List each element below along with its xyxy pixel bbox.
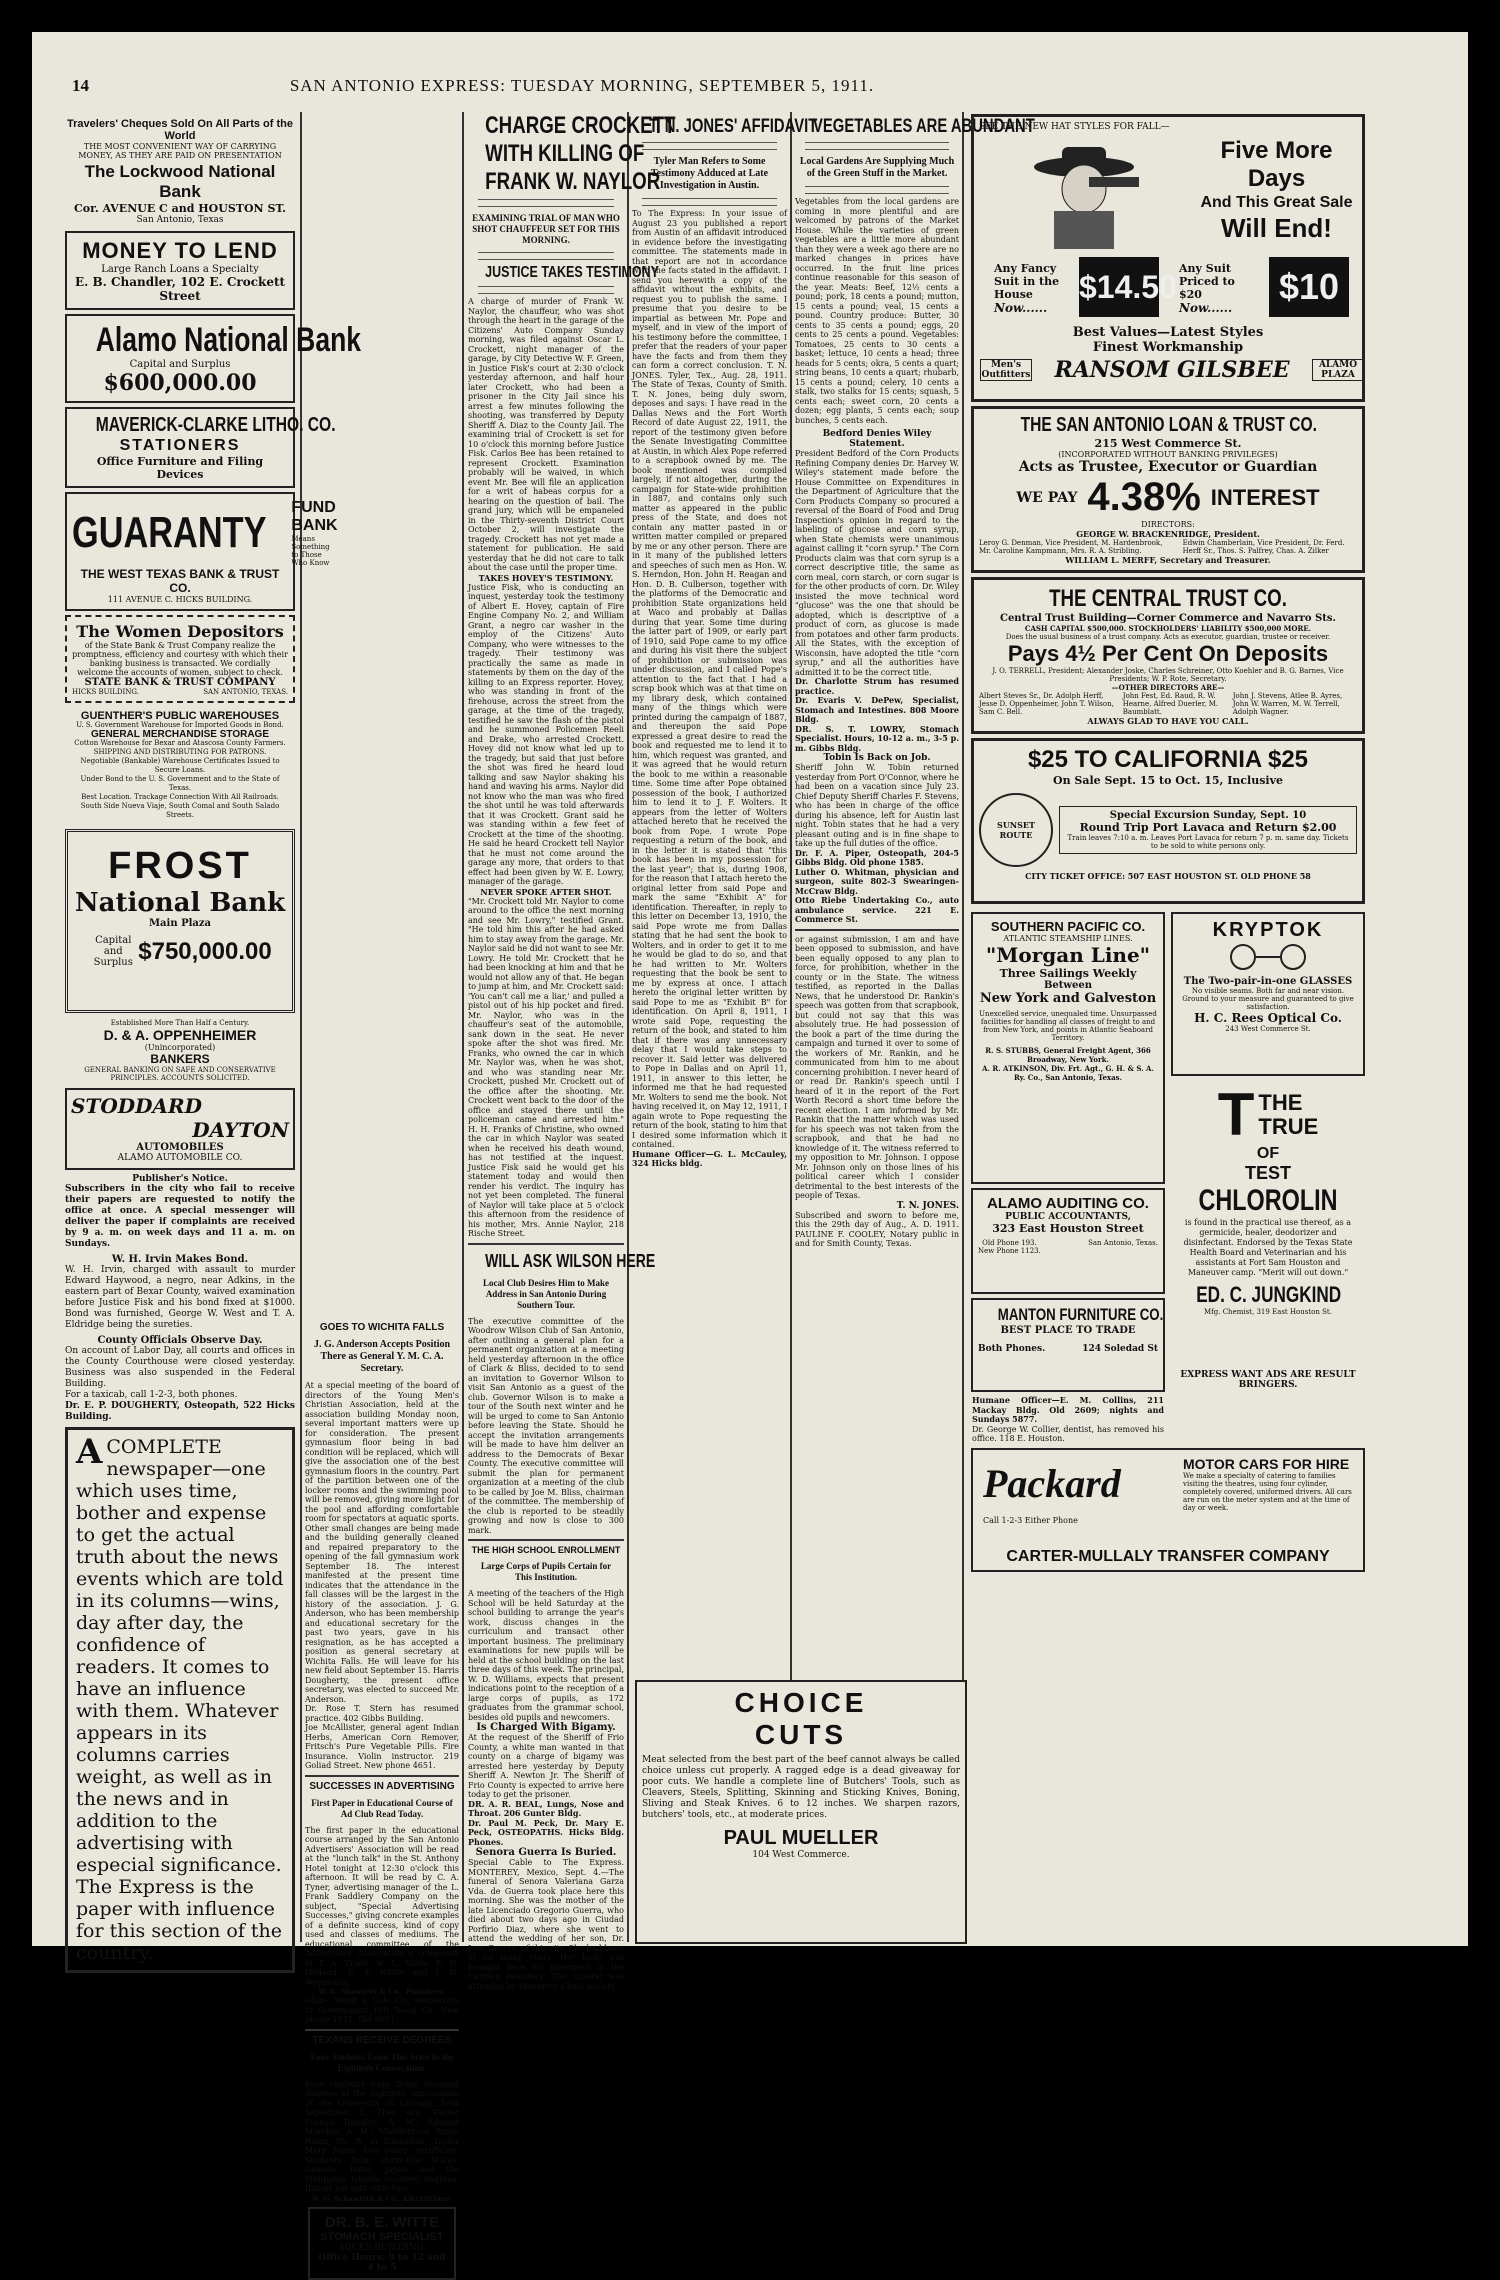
lockwood-name: The Lockwood National Bank bbox=[84, 162, 276, 201]
advert-title: SUCCESSES IN ADVERTISING bbox=[309, 1780, 455, 1792]
loan-interest: INTEREST bbox=[1210, 484, 1320, 510]
alamo-auditing-ad bbox=[971, 1188, 1165, 1294]
texans-sig: W. G. Schawieth & Co., Electricians. bbox=[311, 2193, 453, 2203]
manton-both: Both Phones. bbox=[978, 1344, 1046, 1354]
lockwood-city: San Antonio, Texas bbox=[136, 215, 224, 225]
cuts-c2: CUTS bbox=[754, 1719, 848, 1750]
column-rule bbox=[962, 112, 964, 1942]
hat-ransom: RANSOM GILSBEE bbox=[1054, 357, 1290, 383]
maverick-line: Office Furniture and Filing Devices bbox=[96, 455, 264, 481]
stoddard-l1: STODDARD bbox=[71, 1094, 202, 1118]
guenther-l6: Under Bond to the U. S. Government and to the State of Texas. bbox=[80, 775, 280, 792]
auditing-ph2: New Phone 1123. bbox=[978, 1247, 1041, 1255]
hat-left2: Now...... bbox=[994, 301, 1048, 315]
chlorolin-name: CHLOROLIN bbox=[1198, 1184, 1338, 1217]
advert-body: The first paper in the educational course arranged by the San Antonio Advertisers' Association will be read at the "lunch talk" in the St. Anthony Hotel tonight at 12:30 o'clock this afternoon. It will be read by C. A. Tyner, advertising manager of the L. Frank Saddlery Company on the subject, "Special Advertising Successes," giving concrete examples of a definite success, kind of copy used and classes of mediums. The educational committee of the Advertisers' Association is composed of T. A. Trade, W. L. Stiles, E. H. Holland, E. Y. White and J. H. Weymouth. bbox=[305, 1825, 459, 1987]
sp-sub: ATLANTIC STEAMSHIP LINES. bbox=[1003, 934, 1133, 943]
alamo-bank-ad bbox=[65, 314, 362, 403]
chlorolin-who: ED. C. JUNGKIND bbox=[1196, 1282, 1342, 1307]
complete-newspaper-ad bbox=[65, 1427, 295, 1973]
women-addr: HICKS BUILDING. bbox=[72, 688, 140, 696]
crockett-sub1: TAKES HOVEY'S TESTIMONY. bbox=[478, 572, 614, 583]
sp-sail: Three Sailings Weekly bbox=[999, 967, 1137, 980]
chlorolin-ad: T THE TRUE OF TEST CHLOROLIN is found in the practical use thereof, as a germicide, healer, deodorizer and disinfectant. Endorsed by the Texas State Health Board and Veterinarian and his assistants at Fort Sam Houston and Maneuver camp. "Merit will out down." ED. C. JUNGKIND Mfg. Chemist, 319 East Houston St. bbox=[1171, 1080, 1365, 1360]
highschool-deck: Large Corps of Pupils Certain for This Institution. bbox=[480, 1561, 612, 1582]
bedford-title: Bedford Denies Wiley Statement. bbox=[822, 429, 932, 449]
central-d3: John J. Stevens, Atlee B. Ayres, John W. Warren, M. W. Terrell, Adolph Wagner. bbox=[1232, 692, 1343, 716]
guaranty-big: GUARANTY bbox=[72, 508, 267, 557]
manton-sub: BEST PLACE TO TRADE bbox=[1000, 1325, 1136, 1336]
central-title: THE CENTRAL TRUST CO. bbox=[1049, 585, 1287, 612]
hat-price2: $10 bbox=[1269, 257, 1349, 317]
sp-agent2: A. R. ATKINSON, Div. Frt. Agt., G. H. & S. A. Ry. Co., San Antonio, Texas. bbox=[982, 1064, 1154, 1082]
maverick-clarke-ad bbox=[65, 407, 336, 488]
auditing-sub: PUBLIC ACCOUNTANTS, bbox=[1005, 1212, 1131, 1222]
women-city: SAN ANTONIO, TEXAS. bbox=[203, 688, 288, 696]
jones-sworn: Subscribed and sworn to before me, this the 29th day of Aug., A. D. 1911. PAULINE F. COOLEY, Notary public in and for Smith County, Texas. bbox=[795, 1210, 959, 1248]
loan-acts: Acts as Trustee, Executor or Guardian bbox=[1018, 459, 1318, 475]
central-other: —OTHER DIRECTORS ARE— bbox=[1111, 683, 1225, 692]
crockett-body1: A charge of murder of Frank W. Naylor, the chauffeur, who was shot through the heart in the garage of the Citizens' Auto Company Sunday morning, was filed against Oscar L. Crockett, night manager of the garage, by City Detective W. F. Green, in Justice Fisk's court at 2:30 o'clock yesterday afternoon, and half hour later Crockett, who had been a prisoner in the City Jail since his arrest a few minutes following the shooting, was transferred by Deputy Sheriff A. Diaz to the County Jail. The examining trial of Crockett is set for 10 o'clock this morning before Justice Fisk. Carlos Bee has been retained to represent Crockett. Examination probably will be waived, in which event Mr. Bee will file an application for a writ of habeas corpus for a hearing on the question of bail. The grand jury, which will be empaneled in the Thirty-seventh District Court October 2, will investigate the tragedy. Crockett has not yet made a statement for publication. He said yesterday that he did not care to talk about the case until the proper time. bbox=[468, 297, 624, 572]
page-header bbox=[72, 74, 1092, 100]
wichita-title: GOES TO WICHITA FALLS bbox=[319, 1322, 445, 1333]
witte-bldg: HICKS BUILDING bbox=[340, 2242, 424, 2253]
loan-dirs: DIRECTORS: bbox=[1141, 520, 1195, 529]
hat-h1: Five More Days bbox=[1220, 137, 1333, 192]
guerra-title: Senora Guerra Is Buried. bbox=[475, 1847, 617, 1858]
guenther-l8: South Side Nueva Viaje, South Comal and South Salado Streets. bbox=[80, 802, 280, 819]
guenther-l1: U. S. Government Warehouse for Imported Goods in Bond. bbox=[76, 721, 284, 729]
cuts-body: Meat selected from the best part of the beef cannot always be called choice unless cut properly. A ragged edge is a dead giveaway for poor cuts. We handle a complete line of Butchers' Tools, such as Cleavers, Steels, Splitting, Skinning and Sticking Knives, Boning, Sliving and Steak Knives. 6 to 12 inches. We sharpen razors, butchers' tools, etc., at moderate prices. bbox=[642, 1755, 960, 1820]
central-d1: Albert Steves Sr., Dr. Adolph Herff, Jesse D. Oppenheimer, John T. Wilson, Sam C. Bell. bbox=[979, 692, 1114, 716]
hat-finest: Finest Workmanship bbox=[1092, 340, 1244, 355]
alamo-amount: $600,000.00 bbox=[103, 370, 257, 396]
packard-motor: MOTOR CARS FOR HIRE bbox=[1183, 1455, 1350, 1472]
central-glad: ALWAYS GLAD TO HAVE YOU CALL. bbox=[1087, 716, 1249, 726]
sunset-route-logo bbox=[979, 793, 1053, 867]
women-depositors-ad bbox=[65, 615, 295, 703]
man-with-hat-illustration bbox=[984, 139, 1184, 249]
sp-between: Between bbox=[1043, 980, 1093, 991]
humane-officer-2: Humane Officer—E. M. Collins, 211 Mackay Bldg. Old 2609; nights and Sundays 5877. bbox=[972, 1395, 1164, 1424]
opp-uninc: (Unincorporated) bbox=[144, 1043, 216, 1052]
wilson-title: WILL ASK WILSON HERE bbox=[485, 1250, 656, 1271]
money-name: E. B. Chandler, 102 E. Crockett Street bbox=[74, 275, 286, 303]
stoddard-l3: AUTOMOBILES bbox=[136, 1142, 224, 1153]
sp-body: Unexcelled service, unequaled time. Unsurpassed facilities for handling all classes of freight to and from New York, and points in Atlantic Seaboard Territory. bbox=[979, 1010, 1157, 1042]
sp-agent1: R. S. STUBBS, General Freight Agent, 366 Broadway, New York. bbox=[985, 1046, 1151, 1064]
money-sub: Large Ranch Loans a Specialty bbox=[101, 264, 259, 275]
kryptok-name: KRYPTOK bbox=[1212, 919, 1324, 941]
column-rule bbox=[462, 112, 464, 1942]
packard-call: Call 1-2-3 Either Phone bbox=[983, 1515, 1078, 1525]
california-excursion-ad bbox=[971, 738, 1365, 904]
guaranty-means: Means Something to Those Who Know bbox=[291, 535, 330, 567]
peck-card: Dr. Paul M. Peck, Dr. Mary E. Peck, OSTEOPATHS. Hicks Bldg. Phones. bbox=[468, 1817, 624, 1847]
hat-right2: Now...... bbox=[1179, 301, 1233, 315]
san-antonio-loan-trust-ad bbox=[971, 406, 1365, 573]
lockwood-address: Cor. AVENUE C and HOUSTON ST. bbox=[74, 202, 286, 215]
card-lowry: DR. S. T. LOWRY, Stomach Specialist. Hours, 10-12 a. m., 3-5 p. m. Gibbs Bldg. bbox=[795, 723, 959, 753]
humane-officer-1: Humane Officer—G. L. McCauley, 324 Hicks bldg. bbox=[632, 1148, 787, 1168]
column-1 bbox=[62, 112, 362, 1964]
calif-dates: On Sale Sept. 15 to Oct. 15, Inclusive bbox=[1052, 774, 1283, 787]
witte-spec: STOMACH SPECIALIST bbox=[320, 2230, 444, 2243]
manton-furniture-ad bbox=[971, 1298, 1165, 1392]
guenther-l3: Cotton Warehouse for Bexar and Atascosa County Farmers. bbox=[74, 739, 286, 747]
hat-h3: Will End! bbox=[1221, 213, 1332, 243]
crockett-h2: WITH KILLING OF bbox=[485, 140, 645, 167]
lockwood-line2: THE MOST CONVENIENT WAY OF CARRYING MONEY, AS THEY ARE PAID ON PRESENTATION bbox=[78, 142, 282, 160]
card-riebe: Otto Riebe Undertaking Co., auto ambulance service. 221 E. Commerce St. bbox=[795, 895, 959, 924]
witte-hours: Office Hours: 9 to 12 and 4 to 5 bbox=[318, 2252, 446, 2273]
stoddard-l2: DAYTON bbox=[192, 1118, 289, 1142]
loan-l1: Leroy G. Denman, Vice President, M. Hardenbrook, Mr. Caroline Kampmann, Mrs. R. A. Stribling. bbox=[979, 539, 1163, 555]
jones-body: To The Express: In your issue of August 23 you published a report from Austin of an affidavit introduced in evidence before the investigating committee. The statements made in that report are not in accordance with the facts stated in the affidavit. I send you herewith a copy of the affidavit without the exhibits, and request you to publish the same. I presume that you desire to be impartial as between Mr. Pope and myself, and in view of the import of his testimony before the committee, I prefer that the readers of your paper have the facts and from them they can form a correct conclusion. T. N. JONES. Tyler, Tex., Aug. 28, 1911. The State of Texas, County of Smith. T. N. Jones, being duly sworn, deposes and says: I have read in the Dallas News and the Fort Worth Record of date August 22, 1911, the report of the testimony given before the Senate Investigating Committee at Austin, in which Alex Pope referred to a scrapbook owned by me. The book mentioned was compiled largely, if not altogether, during the campaign for State-wide prohibition in 1887, and contains only such matter as appeared in the public press of the State, and does not contain any matter pasted in or written matter compiled or prepared by me or any other person. There are in it many of the published letters and speeches of such men as Hon. W. S. Herndon, Hon. John H. Reagan and Hon. D. B. Culberson, together with the platforms of the Democratic and prohibition State organizations held at Waco and probably at Dallas during that year. Some time during the latter part of 1909, or early part of 1910, said Pope came to my office and during his visit there the subject of prohibition or submission was under discussion, and I called Pope's attention to the fact that I had a scrap book which was at that time on my library desk, which contained many of the things which were printed during the campaign of 1887, and thereupon the said Pope expressed a great desire to read the book and requested me to lend it to him, which request was granted, and it was agreed that he would return the book to me within a reasonable time. Some time after Pope obtained possession of the book, I authorized him to lend it to J. F. Wolters. It appears from the letter of Wolters attached hereto that he received the book from Pope. I wrote Pope requesting a return of the book, and in the letter it is stated that "this book has been in my possession for the last year"; that is, during 1908, for the reason that I attach hereto the original letter from said Pope and mark the same "Exhibit A" for identification. Thereafter, in reply to this letter on December 13, 1910, the said Pope wrote me from Dallas stating that he had sent the book to Wolters, and in order to get it to me he would be glad to do so, and that he had written to Mr. Wolters requesting that the book be sent to me by express at once. I attach hereto the original letter written by said Pope to me as "Exhibit B" for identification. On April 8, 1911, I wrote said Pope, requesting the return of the book, and stated to him that if there was any unnecessary delay that I would take steps to recover it. Said letter was delivered to Pope in Dallas and on April 11, 1911, in answer to this letter, he informed me that he had requested Mr. Wolters to send me the book. Not having received it, on May 12, 1911, I again wrote to Pope requesting the return of the book, stating to him that I desired some information which it contained. bbox=[632, 209, 787, 1149]
kryptok-rees: H. C. Rees Optical Co. bbox=[1194, 1011, 1342, 1025]
opp-l1: GENERAL BANKING ON SAFE AND CONSERVATIVE PRINCIPLES. ACCOUNTS SOLICITED. bbox=[84, 1066, 276, 1082]
chlorolin-t4: TEST bbox=[1244, 1163, 1291, 1183]
complete-body: COMPLETE newspaper—one which uses time, bother and expense to get the actual truth about the news events which are told in its columns—wins, day after day, the confidence of readers. It comes to have an influence with them. Whatever appears in its columns carries weight, as well as in the news and in addition to the advertising with especial significance. The Express is the paper with influence for this section of the country. bbox=[76, 1436, 284, 1964]
alamo-sub: Capital and Surplus bbox=[129, 359, 231, 370]
calif-round: Round Trip Port Lavaca and Return $2.00 bbox=[1079, 821, 1337, 834]
crockett-h1: CHARGE CROCKETT bbox=[485, 112, 676, 139]
highschool-title: THE HIGH SCHOOL ENROLLMENT bbox=[471, 1545, 621, 1555]
wichita-body: At a special meeting of the board of directors of the Young Men's Christian Association, held at the association building Monday noon, several important matters were up for consideration. The present gymnasium floor being in bad condition will be replaced, which will give the association one of the best gymnasium floors in the country. Part of the partition between one of the locker rooms and the swimming pool will be removed, giving more light for the pool and affording comfortable room for spectators at aquatic sports. Other small changes are being made and the building generally cleaned and repaired preparatory to the opening of the fall gymnasium work September 18. The interest manifested at the present time indicates that the attendance in the fall classes will be the largest in the history of the association. J. G. Anderson, who has been membership and educational secretary for the past two years, gave in his resignation, as he has accepted a position as general secretary at Wichita Falls. He will leave for his new field about September 15. Harris Dougherty, the present office secretary, was elected to succeed Mr. Anderson. bbox=[305, 1381, 459, 1704]
auditing-ph1: Old Phone 193. bbox=[982, 1239, 1037, 1247]
ransom-gilsbee-ad bbox=[971, 114, 1365, 402]
notice-title: Publisher's Notice. bbox=[132, 1174, 228, 1184]
guaranty-bank-ad bbox=[65, 492, 338, 611]
central-sub: Central Trust Building—Corner Commerce and Navarro Sts. bbox=[999, 613, 1336, 624]
guaranty-addr: 111 AVENUE C. HICKS BUILDING. bbox=[107, 595, 253, 604]
loan-l2: Edwin Chamberlain, Vice President, Dr. Ferd. Herff Sr., Thos. S. Palfrey, Chas. A. Zilker bbox=[1182, 539, 1345, 555]
opp-est: Established More Than Half a Century. bbox=[110, 1019, 250, 1027]
tobin-title: Tobin Is Back on Job. bbox=[823, 753, 931, 763]
opp-name: D. & A. OPPENHEIMER bbox=[103, 1027, 257, 1043]
card-strum: Dr. Charlotte Strum has resumed practice. bbox=[795, 676, 959, 696]
central-off: J. O. TERRELL, President; Alexander Joske, Charles Schreiner, Otto Koehler and B. G. Barnes, Vice Presidents; W. P. Rote, Secretary. bbox=[992, 667, 1344, 683]
loan-title: THE SAN ANTONIO LOAN & TRUST CO. bbox=[1020, 414, 1317, 436]
hat-mens: Men's Outfitters bbox=[981, 360, 1031, 380]
irvin-title: W. H. Irvin Makes Bond. bbox=[111, 1254, 249, 1265]
guerra-body: Special Cable to The Express. MONTEREY, Mexico, Sept. 4.—The funeral of Senora Valeriana Garza Vda. de Guerra took place here this morning. She was the mother of the late Licenciado Gregorio Guerra, who died about two days ago in Ciudad Porfirio Diaz, where she went to attend the wedding of her son, Dr. Jose Guerra, of this city. She had been ill for many years. Her body was brought here for interment in the Carmen cemetery. The funeral was attended by Monterey's best society. bbox=[468, 1858, 624, 1991]
chlorolin-t3: OF bbox=[1256, 1145, 1280, 1162]
central-pays: Pays 4½ Per Cent On Deposits bbox=[1007, 641, 1329, 666]
vegetables-body: Vegetables from the local gardens are coming in more plentiful and are welcomed by patrons of the Market House. While the varieties of green vegetables are a little more abundant than they were a week ago there are no marked changes in prices have occurred. In the fruit line prices continue reasonable for this season of the year. Meats: Beef, 12½ cents a pound; pork, 18 cents a pound; mutton, 15 cents a pound; veal, 15 cents a pound. Country produce: Butter, 30 cents to 35 cents a pound; eggs, 20 cents to 25 cents a pound. Vegetables: Tomatoes, 25 cents to 30 cents a basket; lettuce, 10 cents a head; three heads for 5 cents; okra, 5 cents a quart; string beans, 10 cents a quart; rhubarb, 15 cents a pound; celery, 10 cents a stalk, two stalks for 15 cents; squash, 5 cents each; sweet corn, 20 cents a dozen; egg plants, 5 cents each; soup bunches, 5 cents each. bbox=[795, 197, 959, 425]
bedford-body: President Bedford of the Corn Products Refining Company denies Dr. Harvey W. Wiley's statement made before the House Committee on Expenditures in the Department of Agriculture that the Corn Products Company so procured a reversal of the Board of Food and Drug Inspection's opinion in regard to the labeling of glucose and corn syrup, when State chemists were unanimous against calling it "corn syrup." The Corn Products claim was that corn syrup is a correct descriptive title, the same as corn meal, corn starch, or corn sugar is for the other products of corn. Dr. Wiley insisted the move technical word "glucose" was the one that should be adopted, which is descriptive of a product of corn, as glucose is made from potatoes and other farm products. All the States, with the exception of Wisconsin, have adopted the title "corn syrup," and all the authorities have admitted it to be the correct title. bbox=[795, 449, 959, 677]
vegetables-deck: Local Gardens Are Supplying Much of the Green Stuff in the Market. bbox=[799, 156, 955, 179]
observe-body: On account of Labor Day, all courts and offices in the County Courthouse were closed yesterday. Business was also suspended in the Federal Building. bbox=[65, 1346, 295, 1389]
guenther-l2: GENERAL MERCHANDISE STORAGE bbox=[91, 729, 269, 740]
guenther-l5: Negotiable (Bankable) Warehouse Certificates Issued to Secure Loans. bbox=[80, 757, 280, 774]
guenther-title: GUENTHER'S PUBLIC WAREHOUSES bbox=[80, 710, 280, 722]
frost-name: National Bank bbox=[74, 888, 286, 918]
choice-cuts-ad bbox=[635, 1680, 967, 1944]
southern-pacific-ad bbox=[971, 912, 1165, 1184]
advert-deck: First Paper in Educational Course of Ad Club Read Today. bbox=[311, 1797, 453, 1819]
packard-carter: CARTER-MULLALY TRANSFER COMPANY bbox=[1006, 1547, 1330, 1565]
frost-bank-ad bbox=[65, 829, 295, 1013]
tobin-body: Sheriff John W. Tobin returned yesterday from Port O'Connor, where he had been on a vacation since July 23. Chief Deputy Sheriff Charles F. Stevens, who has been in charge of the office during his absence, left for Austin last night. Tobin states that he had a very pleasant outing and is in fine shape to take up the full duties of the office. bbox=[795, 763, 959, 848]
guenther-l7: Best Location. Trackage Connection With All Railroads. bbox=[81, 793, 279, 801]
texans-deck: Four Students From This State in the Eightieth Convocation. bbox=[310, 2051, 454, 2073]
sp-ny: New York and Galveston bbox=[979, 991, 1157, 1006]
money-title: MONEY TO LEND bbox=[82, 238, 278, 263]
stoddard-l4: ALAMO AUTOMOBILE CO. bbox=[117, 1153, 243, 1163]
wichita-deck: J. G. Anderson Accepts Position There as General Y. M. C. A. Secretary. bbox=[313, 1339, 451, 1374]
crockett-h3: FRANK W. NAYLOR bbox=[485, 168, 661, 195]
central-trust-ad bbox=[971, 577, 1365, 734]
packard-ad bbox=[971, 1448, 1365, 1572]
crockett-h4: JUSTICE TAKES TESTIMONY bbox=[485, 264, 659, 281]
women-name: STATE BANK & TRUST COMPANY bbox=[84, 677, 276, 688]
stoddard-dayton-ad bbox=[65, 1088, 295, 1170]
loan-addr: 215 West Commerce St. bbox=[1094, 437, 1242, 450]
auditing-city: San Antonio, Texas. bbox=[1088, 1239, 1158, 1247]
card-depew: Dr. Evaris V. DePew, Specialist, Stomach and Intestines. 808 Moore Bldg. bbox=[795, 695, 959, 724]
frost-title: FROST bbox=[108, 845, 252, 887]
jones-title: T. N. JONES' AFFIDAVIT bbox=[649, 116, 818, 137]
witte-name: DR. B. E. WITTE bbox=[324, 2213, 440, 2231]
lockwood-line1: Travelers' Cheques Sold On All Parts of the World bbox=[67, 118, 293, 142]
jones-deck: Tyler Man Refers to Some Testimony Adduced at Late Investigation in Austin. bbox=[650, 156, 769, 191]
wilson-deck: Local Club Desires Him to Make Address in San Antonio During Southern Tour. bbox=[482, 1277, 610, 1310]
jones-continued: or against submission, I am and have been opposed to submission, and have been equally opposed to any plan to force, for prohibition, whether in the county or in the State. The witness testified, as reported in the Dallas News, that he understood Dr. Rankin's speech was gotten from that scrapbook, but could not say that this was absolutely true. He had possession of the book a part of the time during the campaign and turned it over to some of the workers of Mr. Rankin, and he communicated from him to me about concerning prohibition. I never heard of or read Dr. Rankin's speech until I heard of it in the report of the Fort Worth Record a short time before the recent election. I am informed by Mr. Rankin that the matter which was used for his speech was not taken from the scrapbook, and that he had no knowledge of it. The witness referred to my opposition to Mr. Johnson. I oppose Mr. Johnson only on those lines of his political career which I consider detrimental to the best interests of the people of Texas. bbox=[795, 934, 959, 1200]
chlorolin-addr: Mfg. Chemist, 319 East Houston St. bbox=[1204, 1308, 1332, 1316]
loan-pres: GEORGE W. BRACKENRIDGE, President. bbox=[1076, 529, 1260, 539]
guaranty-fund: FUND BANK bbox=[291, 499, 338, 534]
wilson-body: The executive committee of the Woodrow Wilson Club of San Antonio, after outlining a general plan for a permanent organization at a meeting held yesterday afternoon in the office of Clark & Bliss, decided to to send an invitation to Governor Wilson to visit San Antonio as a guest of the club. Governor Wilson is to make a tour of the South next winter and he will be urged to come to San Antonio before leaving the State. Should he accept the invitation arrangements will be made to have him deliver an address to the Democrats of Bexar County. The executive committee will submit the plan for permanent organization at a meeting of the club to be called by Joe M. Bliss, chairman of the committee. The membership of the club is reported to be steadily growing and now is close to 300 mark. bbox=[468, 1316, 624, 1535]
shawieth-name: W. G. Shawieth & Co., Plumbers. bbox=[318, 1987, 446, 1996]
chlorolin-body: is found in the practical use thereof, as a germicide, healer, deodorizer and disinfectant. Endorsed by the Texas State Health Board and Veterinarian and his assistants at Fort Sam Houston and Maneuver camp. "Merit will out down." bbox=[1183, 1218, 1353, 1277]
opp-bankers: BANKERS bbox=[150, 1052, 210, 1066]
column-6 bbox=[968, 110, 1368, 1940]
packard-name: Packard bbox=[983, 1460, 1121, 1506]
beal-card: DR. A. R. BEAL, Lungs, Nose and Throat. 206 Gunter Bldg. bbox=[468, 1798, 624, 1818]
kryptok-ad bbox=[1171, 912, 1365, 1076]
calif-special: Special Excursion Sunday, Sept. 10 bbox=[1109, 810, 1307, 821]
calif-train: Train leaves 7:10 a. m. Leaves Port Lavaca for return 7 p. m. same day. Tickets to be sold to white persons only. bbox=[1067, 834, 1349, 850]
vegetables-title: VEGETABLES ARE ABUNDANT bbox=[813, 116, 1035, 137]
loan-inc: (INCORPORATED WITHOUT BANKING PRIVILEGES) bbox=[1058, 450, 1278, 459]
money-to-lend-ad bbox=[65, 231, 295, 310]
hat-best: Best Values—Latest Styles bbox=[1072, 325, 1264, 340]
sp-morgan: "Morgan Line" bbox=[985, 943, 1151, 967]
hat-price1: $14.50 bbox=[1079, 257, 1159, 317]
newspaper-page bbox=[32, 32, 1468, 2273]
kryptok-sub: The Two-pair-in-one GLASSES bbox=[1183, 976, 1353, 987]
page-number: 14 bbox=[72, 76, 89, 95]
card-piper: Dr. F. A. Piper, Osteopath, 204-5 Gibbs Bldg. Old phone 1585. bbox=[795, 847, 959, 867]
spectacles-icon bbox=[1208, 942, 1328, 972]
texans-title: TEXANS RECEIVE DEGREES bbox=[312, 2034, 452, 2046]
wichita-dr: Dr. Rose T. Stern has resumed practice. 402 Gibbs Building. bbox=[305, 1704, 459, 1723]
column-rule bbox=[300, 112, 302, 1942]
guaranty-west: THE WEST TEXAS BANK & TRUST CO. bbox=[80, 567, 280, 595]
calif-ticket: CITY TICKET OFFICE: 507 EAST HOUSTON ST. OLD PHONE 58 bbox=[1025, 871, 1311, 881]
kryptok-addr: 243 West Commerce St. bbox=[1225, 1025, 1311, 1033]
observe-dr: Dr. E. P. DOUGHERTY, Osteopath, 522 Hicks Building. bbox=[65, 1401, 295, 1422]
auditing-addr: 323 East Houston Street bbox=[992, 1222, 1144, 1235]
alamo-name: Alamo National Bank bbox=[95, 321, 362, 359]
column-2 bbox=[305, 1322, 459, 2273]
maverick-sub: STATIONERS bbox=[119, 437, 241, 454]
cuts-c1: CHOICE bbox=[734, 1687, 868, 1718]
chlorolin-t2: TRUE bbox=[1258, 1114, 1319, 1139]
collier-card: Dr. George W. Collier, dentist, has removed his office. 118 E. Houston. bbox=[972, 1424, 1164, 1443]
manton-addr: 124 Soledad St bbox=[1082, 1344, 1158, 1354]
observe-title: County Officials Observe Day. bbox=[97, 1335, 263, 1346]
sp-title: SOUTHERN PACIFIC CO. bbox=[990, 919, 1146, 934]
guenther-warehouses-ad bbox=[65, 707, 295, 825]
calif-title: $25 TO CALIFORNIA $25 bbox=[1027, 746, 1309, 773]
observe-cab: For a taxicab, call 1-2-3, both phones. bbox=[65, 1390, 238, 1400]
crockett-body2: Justice Fisk, who is conducting an inquest, yesterday took the testimony of Albert E. Hovey, captain of Fire Engine Company No. 2, and William Grant, a negro car washer in the employ of the Citizens' Auto Company, who were witnesses to the tragedy. Their testimony was practically the same as made in statements by them on the day of the killing to an Express reporter. Hovey, who was standing in front of the firehouse, across the street from the garage, at the time of the tragedy, testified he saw the flash of the pistol and he summoned Policemen Reeli and Drake, who arrested Crockett. Hovey did not know what led up to the tragedy, but said that just before the shot was fired he heard loud talking and saw Naylor shaking his hand and waving his arms. Naylor did not know who the man was who fired the shot until he was told afterwards that it was Crockett. Grant said he was standing within a few feet of Crockett at the time of the shooting. He said he heard Crockett tell Naylor that he must not come around the garage any more, that orders to that effect had been given by W. E. Lowry, manager of the garage. bbox=[468, 582, 624, 886]
column-rule bbox=[627, 112, 629, 1942]
sunset-label: SUNSET ROUTE bbox=[997, 820, 1035, 840]
highschool-body: A meeting of the teachers of the High School will be held Saturday at the school building to arrange the year's work, discuss changes in the curriculum and transact other important business. The preliminary examinations for new pupils will be held at the school building on the last three days of this week. The principal, W. D. Williams, expects that present indications point to the reception of a large corps of pupils, as 172 graduates from the grammar school, besides old pupils and newcomers. bbox=[468, 1589, 624, 1722]
loan-sec: WILLIAM L. MERFF, Secretary and Treasurer. bbox=[1065, 555, 1271, 565]
frost-place: Main Plaza bbox=[148, 918, 212, 929]
hat-h2: And This Great Sale bbox=[1200, 194, 1353, 211]
jones-signature: T. N. JONES. bbox=[896, 1200, 959, 1211]
central-does: Does the usual business of a trust company. Acts as executor, guardian, trustee or receiver. bbox=[1005, 633, 1331, 641]
maverick-name: MAVERICK-CLARKE LITHO. CO. bbox=[95, 414, 336, 436]
hat-right1: Any Suit Priced to $20 bbox=[1179, 262, 1235, 301]
women-body: of the State Bank & Trust Company realize the promptness, efficiency and courtesy with which their banking business is transacted. We cordially welcome the accounts of women, subject to check. bbox=[72, 641, 288, 677]
kryptok-body: No visible seams. Both far and near vision. Ground to your measure and guaranteed to give satisfaction. bbox=[1182, 987, 1354, 1011]
crockett-sub2: NEVER SPOKE AFTER SHOT. bbox=[480, 886, 612, 897]
texans-body: Four students from Texas received degrees at the eightieth convocation of the University of Chicago, held September 1. They are: Walter Francis Doughty, A. M.; Edward Munden, A. M.; Middlebrook Annie Nunn, Ph. B. in Education; Taylor Mary Nunn, two years' certificate. Students from thirty-five States, Canada, India, Japan and the Philippine Islands received degrees. Illinois led with sixty-two. bbox=[305, 2079, 459, 2193]
frost-cap: Capital and Surplus bbox=[93, 935, 133, 968]
crockett-deck: EXAMINING TRIAL OF MAN WHO SHOT CHAUFFEUR SET FOR THIS MORNING. bbox=[472, 213, 620, 245]
wichita-joe: Joe McAllister, general agent Indian Herbs, American Corn Remover, Fritsch's Pure Vegetable Pills. Fire Insurance. Violin instructor. 219 Goliad Street. New phone 4651. bbox=[305, 1723, 459, 1770]
bigamy-body: At the request of the Sheriff of Frio County, a white man wanted in that county on a charge of bigamy was arrested here yesterday by Deputy Sheriff A. Newton Jr. The Sheriff of Frio County is expected to arrive here today to get the prisoner. bbox=[468, 1733, 624, 1799]
lockwood-bank-ad bbox=[65, 116, 295, 227]
hat-alamo: ALAMO PLAZA bbox=[1312, 359, 1364, 381]
column-3 bbox=[468, 112, 676, 1991]
guenther-l4: SHIPPING AND DISTRIBUTING FOR PATRONS. bbox=[93, 748, 267, 756]
loan-wepay: WE PAY bbox=[1016, 489, 1078, 506]
masthead: SAN ANTONIO EXPRESS: TUESDAY MORNING, SEPTEMBER 5, 1911. bbox=[289, 76, 875, 95]
frost-amount: $750,000.00 bbox=[138, 937, 272, 965]
loan-rate: 4.38% bbox=[1087, 475, 1201, 519]
want-ads: EXPRESS WANT ADS ARE RESULT BRINGERS. bbox=[1180, 1370, 1356, 1390]
oppenheimer-ad bbox=[65, 1017, 295, 1084]
card-whitman: Luther O. Whitman, physician and surgeon, suite 802-3 Swearingen-McCraw Bldg. bbox=[795, 866, 959, 896]
chlorolin-t1: THE bbox=[1258, 1090, 1303, 1115]
crockett-body3: "Mr. Crockett told Mr. Naylor to come around to the office the next morning and see Mr. Lowry," testified Grant. "He told him this after he had asked him to stay away from the garage. Mr. Naylor said he did not want to see Mr. Lowry. He told Mr. Crockett that he had been knocking at him and that he would not allow any of that. He began to jump at him, and Mr. Crockett said: 'You can't call me a liar,' and pulled a pistol out of his hip pocket and fired. Mr. Naylor, who was in the chauffeur's seat of the automobile, sank down in the seat. He never spoke after the shot was fired. Mr. Franks, who owned the car in which Mr. Naylor was, when he was shot, and who was standing near Mr. Crockett, pushed Mr. Crockett out of the office after the shooting. Mr. Crockett went back to the door of the office and stayed there until the policeman came and arrested him." H. H. Franks of Christine, who owned the car in which Naylor was seated when he received his death wound, has not testified at the inquest. Justice Fisk said he would get his statement today and would then render his verdict. The inquiry has not yet been completed. The funeral of Naylor will take place at 5 o'clock this afternoon from the residence of his mother, Mrs. Annie Naylor, 218 Rische Street. bbox=[468, 896, 624, 1238]
manton-name: MANTON FURNITURE CO. bbox=[997, 1305, 1164, 1324]
central-cap: CASH CAPITAL $500,000. STOCKHOLDERS' LIABILITY $500,000 MORE. bbox=[1024, 624, 1312, 633]
hat-top: SEE THE NEW HAT STYLES FOR FALL— bbox=[979, 122, 1170, 132]
central-d2: John Fest, Ed. Raud, R. W. Hearne, Alfred Duerler, M. Baumblatt. bbox=[1122, 692, 1219, 716]
irvin-body: W. H. Irvin, charged with assault to murder Edward Haywood, a negro, near Adkins, in the eastern part of Bexar County, waived examination before Justice Fisk and his bond fixed at $1000. Bond was furnished, George W. West and T. A. Eldridge being the sureties. bbox=[65, 1265, 295, 1330]
notice-body: Subscribers in the city who fail to receive their papers are requested to notify the office at once. A special messenger will deliver the paper if complaints are received by 9 a. m. on week days and 11 a. m. on Sundays. bbox=[65, 1184, 295, 1249]
shawieth-body: Glaze, Wood & Cole Co., successors to Government Hill Wood Co. New phone 1911. Old 6051. bbox=[305, 1996, 459, 2024]
cuts-addr: 104 West Commerce. bbox=[752, 1850, 850, 1860]
auditing-name: ALAMO AUDITING CO. bbox=[987, 1195, 1149, 1212]
column-rule bbox=[790, 112, 792, 1942]
packard-body: We make a specialty of catering to families visiting the theatres, using four cylinder, completely covered, uniformed drivers. All cars are run on the meter system and at the time of day or week. bbox=[1183, 1471, 1352, 1512]
women-title: The Women Depositors bbox=[76, 622, 284, 641]
cuts-name: PAUL MUELLER bbox=[723, 1827, 879, 1849]
hat-left1: Any Fancy Suit in the House bbox=[994, 262, 1060, 301]
bigamy-title: Is Charged With Bigamy. bbox=[476, 1722, 616, 1733]
drop-cap: A bbox=[76, 1432, 103, 1472]
witte-ad bbox=[308, 2207, 456, 2280]
